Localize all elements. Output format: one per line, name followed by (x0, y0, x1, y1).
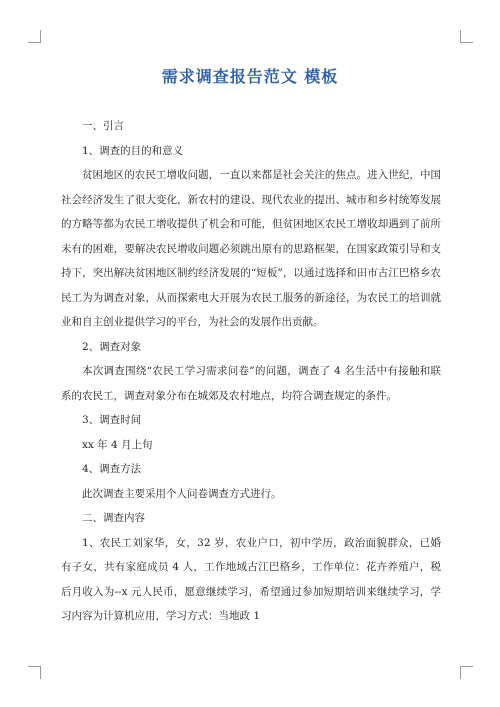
paragraph-content: 1、农民工刘家华，女，32 岁，农业户口，初中学历，政治面貌群众，已婚有子女，共有家庭成员 4 人，工作地域古江巴格乡，工作单位：花卉养殖户，税后月收入为--x 元人民币，愿意继续学习，希望通过参加短期培训来继续学习，学习内容为计算机应用，学习方式：当地政 1 (61, 536, 441, 622)
paragraph-method: 此次调查主要采用个人问卷调查方式进行。 (82, 487, 282, 500)
section-heading-intro: 一、引言 (82, 120, 124, 132)
paragraph-purpose: 贫困地区的农民工增收问题，一直以来都是社会关注的焦点。进入世纪，中国社会经济发生了很大变化，新农村的建设、现代农业的提出、城市和乡村统筹发展的方略等都为农民工增收提供了机会和可能，但贫困地区农民工增收却遇到了前所未有的困难，要解决农民增收问题必须跳出原有的思路框架，在国家政策引导和支持下，突出解决贫困地区制约经济发展的“短板”，以通过选择和田市古江巴格乡农民工为为调查对象，从而探索电大开展为农民工服务的新途径，为农民工的培训就业和自主创业提供学习的平台，为社会的发展作出贡献。 (61, 169, 441, 328)
subheading-subjects: 2、调查对象 (82, 340, 142, 353)
crop-mark-bottom-left (28, 666, 41, 679)
subheading-purpose: 1、调查的目的和意义 (82, 144, 184, 157)
crop-mark-top-left (28, 30, 41, 43)
section-heading-content: 二、调查内容 (82, 512, 145, 524)
crop-mark-bottom-right (460, 666, 473, 679)
paragraph-subjects: 本次调查围绕“农民工学习需求问卷”的问题，调查了 4 名生活中有接触和联系的农民工，调查对象分布在城郊及农村地点，均符合调查规定的条件。 (61, 365, 441, 402)
paragraph-time: xx 年 4 月上旬 (82, 438, 153, 451)
document-title: 需求调查报告范文 模板 (161, 67, 339, 86)
subheading-method: 4、调查方法 (82, 463, 142, 475)
subheading-time: 3、调查时间 (82, 414, 142, 426)
document-body (61, 114, 441, 629)
crop-mark-top-right (460, 30, 473, 43)
